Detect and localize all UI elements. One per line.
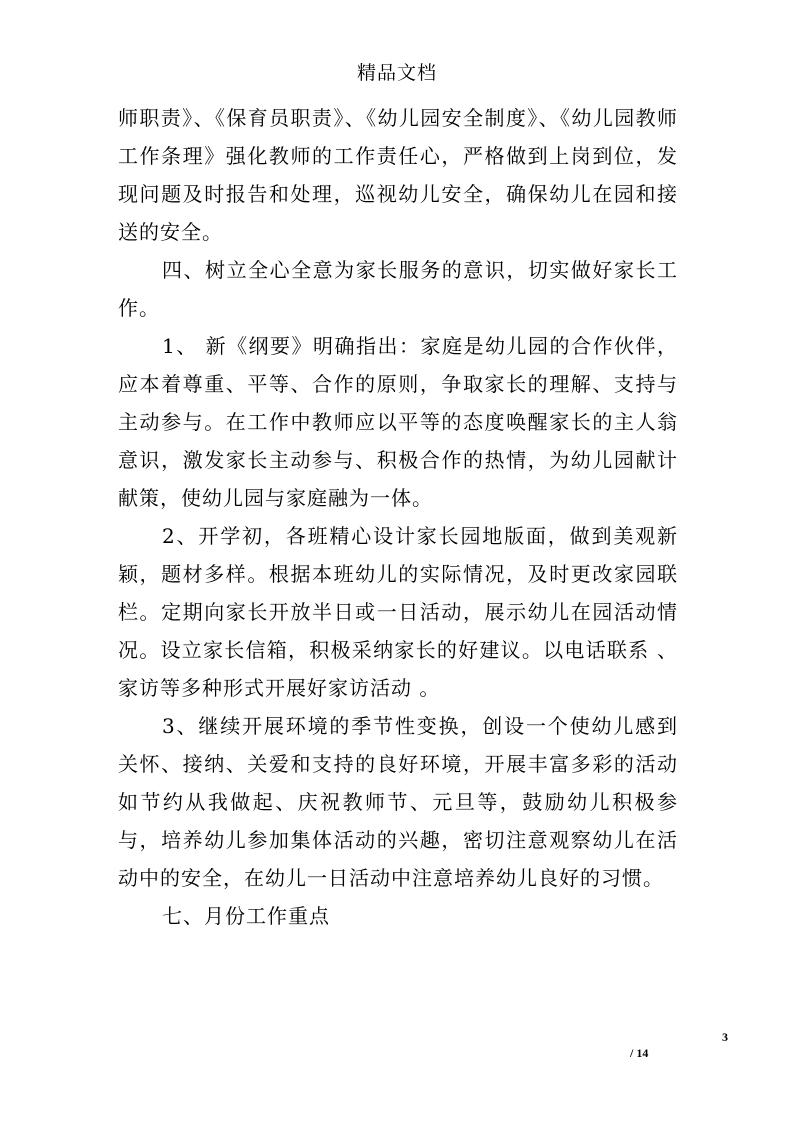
paragraph-section-seven-heading: 七、月份工作重点 <box>162 904 330 928</box>
page-number: 3 <box>722 1030 728 1044</box>
paragraph-responsibilities: 师职责》、《保育员职责》、《幼儿园安全制度》、《幼儿园教师工作条理》强化教师的工作责任心，严格做到上岗到位，发现问题及时报告和处理，巡视幼儿安全，确保幼儿在园和接送的安全。 <box>118 106 678 244</box>
document-body <box>118 99 678 935</box>
document-header-title: 精品文档 <box>356 62 437 84</box>
page-total: / 14 <box>630 1046 649 1060</box>
paragraph-section-four-heading: 四、树立全心全意为家长服务的意识，切实做好家长工作。 <box>118 258 678 320</box>
paragraph-item-one: 1、 新《纲要》明确指出：家庭是幼儿园的合作伙伴，应本着尊重、平等、合作的原则，争取家长的理解、支持与主动参与。在工作中教师应以平等的态度唤醒家长的主人翁意识，激发家长主动参与、积极合作的热情，为幼儿园献计献策，使幼儿园与家庭融为一体。 <box>118 334 678 510</box>
paragraph-item-three: 3、继续开展环境的季节性变换，创设一个使幼儿感到关怀、接纳、关爱和支持的良好环境，开展丰富多彩的活动如节约从我做起、庆祝教师节、元旦等，鼓励幼儿积极参与，培养幼儿参加集体活动的兴趣，密切注意观察幼儿在活动中的安全，在幼儿一日活动中注意培养幼儿良好的习惯。 <box>118 714 678 890</box>
paragraph-item-two: 2、开学初，各班精心设计家长园地版面，做到美观新颖，题材多样。根据本班幼儿的实际情况，及时更改家园联栏。定期向家长开放半日或一日活动，展示幼儿在园活动情况。设立家长信箱，积极采纳家长的好建议。以电话联系 、家访等多种形式开展好家访活动 。 <box>118 524 678 700</box>
